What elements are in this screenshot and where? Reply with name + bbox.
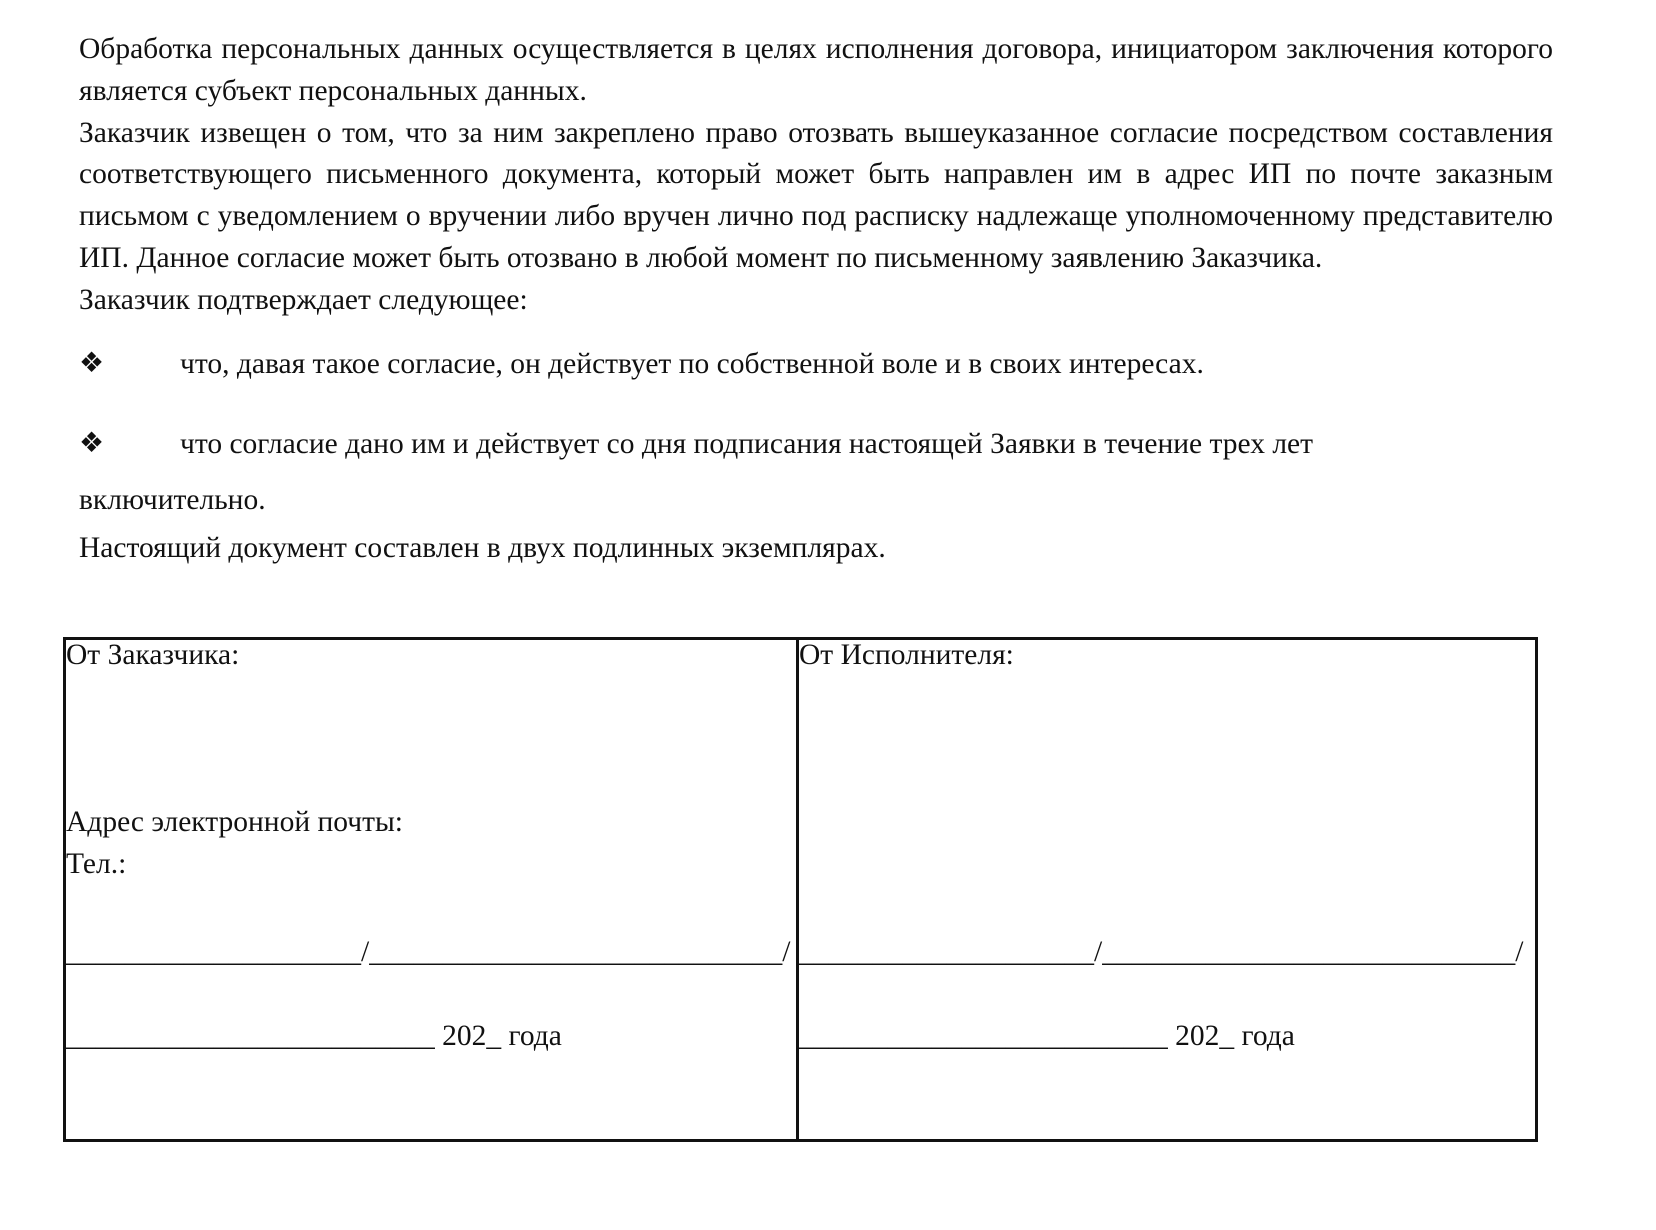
document-body (79, 29, 1553, 569)
customer-email-label: Адрес электронной почты: (66, 806, 404, 838)
paragraph-consent-withdrawal: Заказчик извещен о том, что за ним закреплено право отозвать вышеуказанное согласие посредством составления соответствующего письменного документа, который может быть направлен им в адрес ИП по почте заказным письмом с уведомлением о вручении либо вручен лично под расписку надлежаще уполномоченному представителю ИП. Данное согласие может быть отозвано в любой момент по письменному заявлению Заказчика. (79, 116, 1553, 274)
paragraph-copies-note: Настоящий документ составлен в двух подлинных экземплярах. (79, 531, 886, 564)
contractor-date-line: _________________________ 202_ года (799, 1020, 1295, 1052)
bullet-item-text: что согласие дано им и действует со дня подписания настоящей Заявки в течение трех лет (180, 427, 1314, 460)
contractor-signature-cell (799, 640, 1535, 1139)
signature-table (63, 637, 1538, 1142)
bullet-item-text: что, давая такое согласие, он действует по собственной воле и в своих интересах. (180, 347, 1204, 380)
contractor-heading: От Исполнителя: (799, 639, 1014, 671)
customer-phone-label: Тел.: (66, 848, 127, 880)
paragraph-processing-purpose: Обработка персональных данных осуществляется в целях исполнения договора, инициатором заключения которого является субъект персональных данных. (79, 33, 1553, 107)
bullet-diamond-icon: ❖ (79, 427, 105, 459)
customer-signature-cell (66, 640, 799, 1139)
customer-heading: От Заказчика: (66, 639, 240, 671)
bullet-item-text-continuation: включительно. (79, 483, 266, 516)
contractor-signature-line: ____________________/____________________________/ (799, 936, 1524, 968)
customer-signature-line: ____________________/____________________________/ (66, 936, 791, 968)
bullet-diamond-icon: ❖ (79, 347, 105, 379)
paragraph-customer-confirms: Заказчик подтверждает следующее: (79, 283, 528, 316)
customer-date-line: _________________________ 202_ года (66, 1020, 562, 1052)
bullet-item-validity-period (79, 416, 1553, 528)
bullet-item-own-will (79, 342, 1553, 386)
